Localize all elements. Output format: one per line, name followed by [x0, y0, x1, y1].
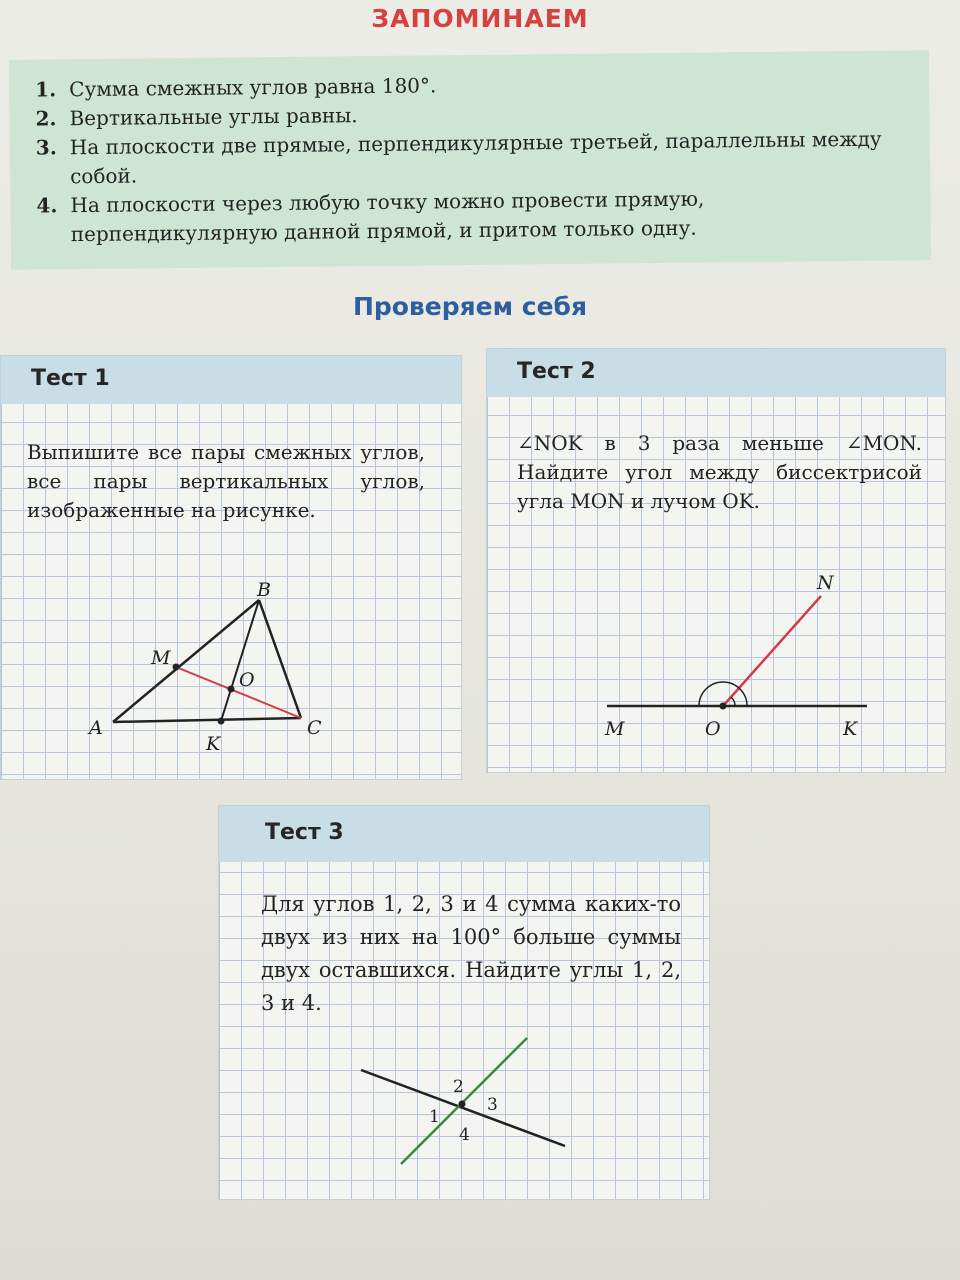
- memo-item-text: Вертикальные углы равны.: [69, 103, 358, 131]
- test-2-text-body: ∠NOK в 3 раза меньше ∠MON. Найдите угол между биссектрисой угла MON и лучом OK.: [517, 431, 922, 513]
- memo-item-number: 1.: [35, 77, 57, 102]
- label-m: M: [605, 718, 625, 740]
- memo-item: [36, 124, 909, 191]
- line-two: [401, 1038, 527, 1164]
- triangle-side-ab: [113, 600, 259, 722]
- test-3-title: Тест 3: [219, 806, 709, 862]
- memo-item-text: На плоскости две прямые, перпендикулярные третьей, параллельны между собой.: [69, 126, 882, 189]
- memo-item-number: 4.: [36, 193, 58, 218]
- self-check-title: Проверяем себя: [352, 292, 588, 321]
- angle-label-3: 3: [487, 1095, 498, 1115]
- memo-list: [35, 66, 909, 249]
- label-o: O: [705, 718, 721, 740]
- memo-box: [9, 50, 931, 270]
- segment-bk: [221, 600, 259, 721]
- test-1-title: Тест 1: [1, 356, 461, 404]
- test-3-card: [218, 805, 710, 1200]
- test-1-text-body: Выпишите все пары смежных углов, все пары вертикальных углов, изображенные на рисунке.: [27, 440, 425, 522]
- point-k: [218, 718, 225, 725]
- intersection-point: [459, 1101, 466, 1108]
- memo-item-number: 2.: [35, 106, 57, 131]
- point-o: [720, 703, 727, 710]
- test-2-figure: [487, 349, 947, 774]
- label-m: M: [151, 647, 171, 669]
- test-3-figure: [219, 806, 711, 1201]
- test-1-figure: [1, 356, 463, 781]
- label-k: K: [843, 718, 858, 740]
- label-n: N: [817, 572, 834, 594]
- ray-on: [723, 596, 821, 706]
- memo-item-text: На плоскости через любую точку можно провести прямую, перпендикулярную данной прямой, и притом только одну.: [70, 186, 705, 247]
- triangle-side-ac: [113, 718, 301, 722]
- triangle-side-bc: [259, 600, 301, 718]
- test-1-card: [0, 355, 462, 780]
- label-o: O: [239, 669, 255, 691]
- point-o: [228, 686, 235, 693]
- arc-nok: [731, 697, 735, 706]
- point-m: [173, 664, 180, 671]
- label-k: K: [206, 733, 221, 755]
- test-2-title: Тест 2: [487, 349, 945, 397]
- test-2-card: [486, 348, 946, 773]
- test-3-text-body: Для углов 1, 2, 3 и 4 сумма каких-то двух из них на 100° больше суммы двух оставшихся. Найдите углы 1, 2, 3 и 4.: [261, 892, 681, 1015]
- angle-label-1: 1: [429, 1107, 440, 1127]
- memo-item-number: 3.: [35, 135, 57, 160]
- label-c: C: [307, 717, 322, 739]
- memo-item-text: Сумма смежных углов равна 180°.: [69, 73, 437, 102]
- label-b: B: [257, 579, 271, 601]
- memo-item: [36, 182, 909, 249]
- memo-title: ЗАПОМИНАЕМ: [371, 4, 589, 33]
- angle-label-2: 2: [453, 1077, 464, 1097]
- angle-label-4: 4: [459, 1125, 470, 1145]
- label-a: A: [89, 717, 103, 739]
